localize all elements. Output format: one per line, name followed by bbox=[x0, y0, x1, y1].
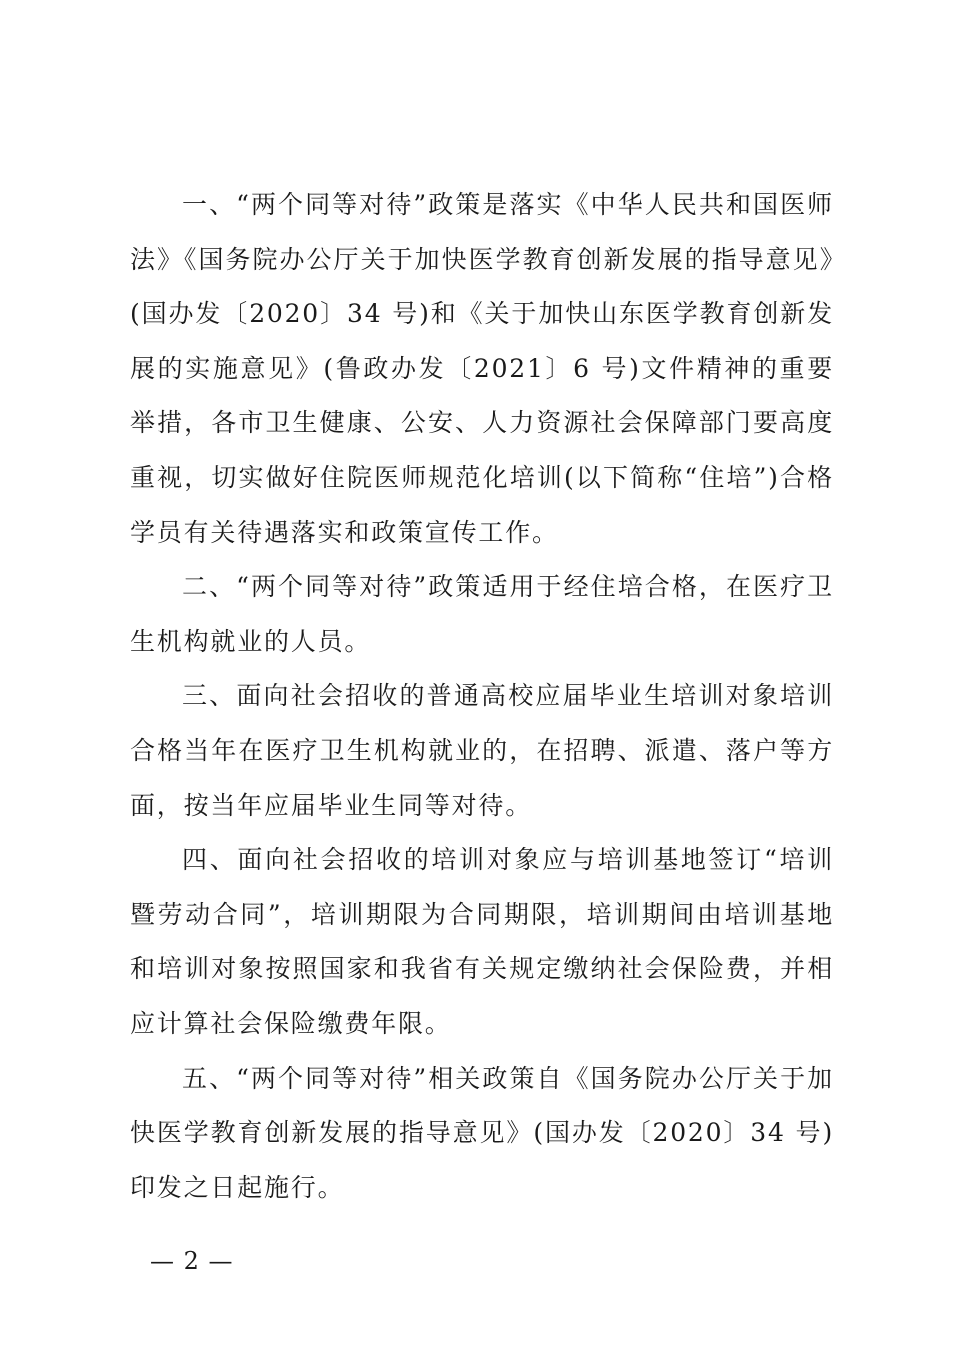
page-number: — 2 — bbox=[150, 1247, 234, 1275]
document-body bbox=[130, 178, 834, 1215]
paragraph-1: 一、“两个同等对待”政策是落实《中华人民共和国医师法》《国务院办公厅关于加快医学教育创新发展的指导意见》(国办发〔2020〕34 号)和《关于加快山东医学教育创新发展的实施意见》(鲁政办发〔2021〕6 号)文件精神的重要举措，各市卫生健康、公安、人力资源社会保障部门要高度重视，切实做好住院医师规范化培训(以下简称“住培”)合格学员有关待遇落实和政策宣传工作。 bbox=[130, 190, 834, 547]
paragraph-5: 五、“两个同等对待”相关政策自《国务院办公厅关于加快医学教育创新发展的指导意见》(国办发〔2020〕34 号)印发之日起施行。 bbox=[130, 1063, 834, 1202]
paragraph-4: 四、面向社会招收的培训对象应与培训基地签订“培训暨劳动合同”，培训期限为合同期限，培训期间由培训基地和培训对象按照国家和我省有关规定缴纳社会保险费，并相应计算社会保险缴费年限。 bbox=[130, 845, 834, 1038]
paragraph-2: 二、“两个同等对待”政策适用于经住培合格，在医疗卫生机构就业的人员。 bbox=[130, 572, 834, 656]
paragraph-3: 三、面向社会招收的普通高校应届毕业生培训对象培训合格当年在医疗卫生机构就业的，在招聘、派遣、落户等方面，按当年应届毕业生同等对待。 bbox=[130, 681, 834, 820]
